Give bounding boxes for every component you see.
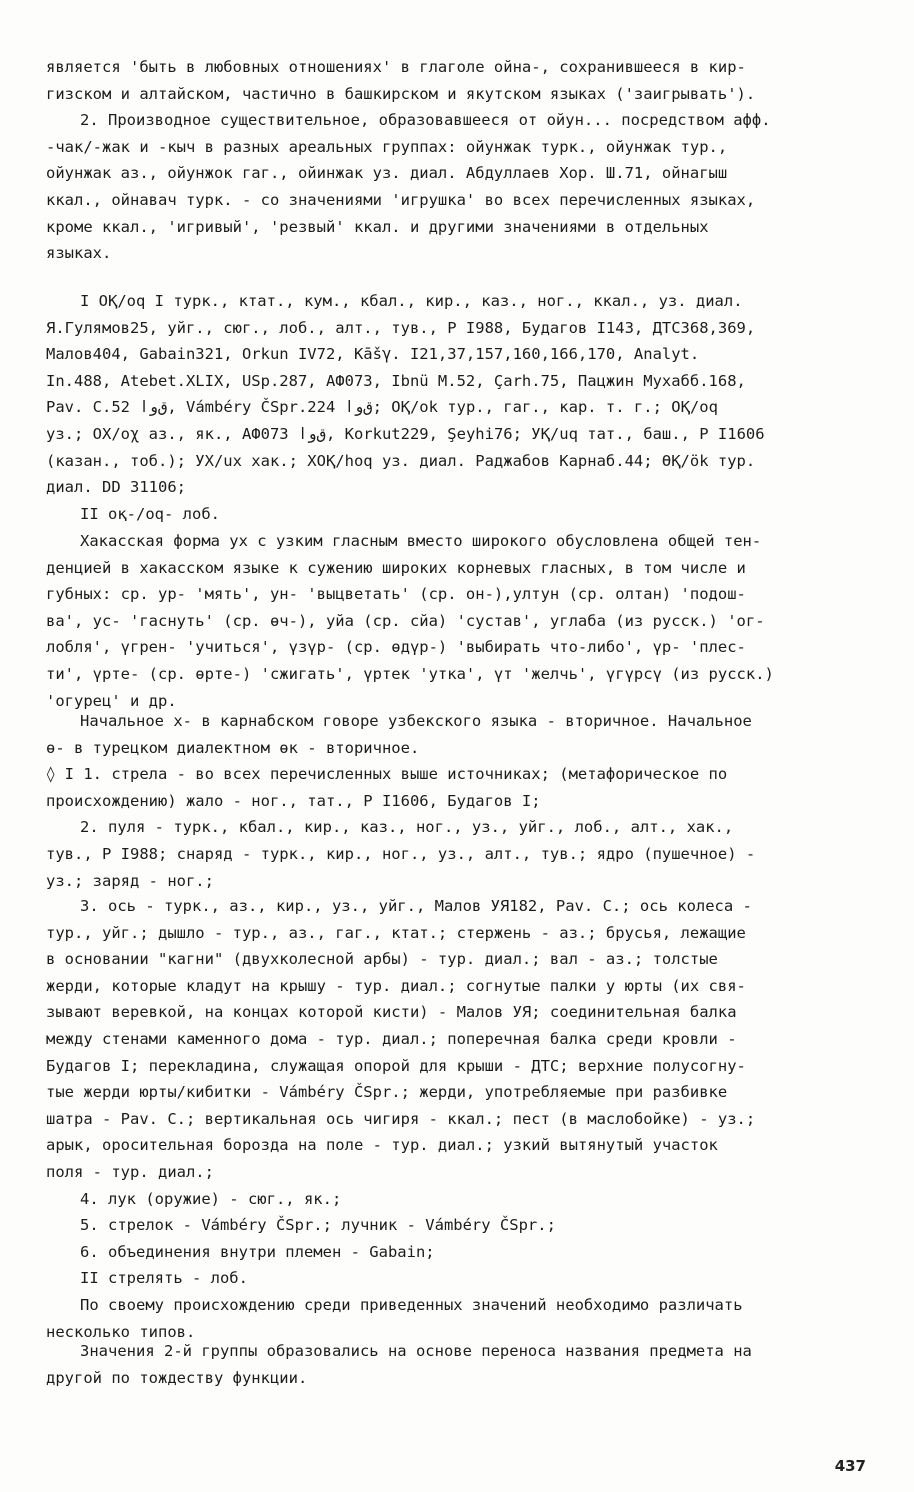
text-line: II оқ-/oq- лоб. <box>80 504 220 523</box>
text-line: Значения 2-й группы образовались на основе переноса названия предмета на <box>80 1342 752 1360</box>
text-line: ккал., ойнавач турк. - со значениями 'игрушка' во всех перечисленных языках, <box>46 190 756 209</box>
text-line: 6. объединения внутри племен - Gabain; <box>80 1242 435 1261</box>
text-line: (казан., тоб.); УХ/uх хак.; ХОҚ/hoq уз. диал. Раджабов Карнаб.44; ӨҚ/ök тур. <box>46 451 756 470</box>
text-line: Будагов I; перекладина, служащая опорой для крыши - ДТС; верхние полусогну- <box>46 1056 746 1075</box>
text-line: In.488, Atebet.XLIX, USp.287, АФ073, Ibnü M.52, Çarh.75, Пацжин Мухабб.168, <box>46 371 746 390</box>
paragraph-intro <box>46 54 876 267</box>
text-line: происхождению) жало - ног., тат., Р I1606, Будагов I; <box>46 791 541 810</box>
paragraph-axis-meanings <box>46 893 876 1345</box>
text-line: лобля', үгрен- 'учиться', үзүр- (ср. өдүр-) 'выбирать что-либо', үр- 'плес- <box>46 638 746 657</box>
text-line: губных: ср. ур- 'мять', ун- 'выцветать' (ср. он-),ултун (ср. олтан) 'подош- <box>46 585 746 604</box>
text-line: языках. <box>46 244 112 263</box>
text-line: По своему происхождению среди приведенных значений необходимо различать <box>80 1295 743 1314</box>
text-line: ◊ I 1. стрела - во всех перечисленных выше источниках; (метафорическое по <box>46 765 728 784</box>
text-line: 4. лук (оружие) - сюг., як.; <box>80 1189 342 1208</box>
text-line: Pav. C.52 ﻕﻭﺍ, Vámbéry ČSpr.224 ﻕﻭﺍ; ОҚ/ok тур., гаг., кар. т. г.; ОҚ/oq <box>46 398 718 417</box>
text-line: Малов404, Gabain321, Orkun IV72, Kāšγ. I21,37,157,160,166,170, Analyt. <box>46 345 700 364</box>
text-line: уз.; ОХ/oχ аз., як., АФ073 ﻕﻭﺍ, Korkut229, Şeyhi76; УҚ/uq тат., баш., Р I1606 <box>46 424 765 443</box>
text-line: 3. ось - турк., аз., кир., уз., уйг., Малов УЯ182, Pav. C.; ось колеса - <box>80 897 752 915</box>
text-line: тые жерди юрты/кибитки - Vámbéry ČSpr.; жерди, употребляемые при разбивке <box>46 1083 728 1102</box>
paragraph-khakas <box>46 528 876 714</box>
text-line: уз.; заряд - ног.; <box>46 871 214 890</box>
page-number: 437 <box>834 1457 866 1475</box>
text-line: диал. DD 31106; <box>46 478 186 497</box>
text-line: II стрелять - лоб. <box>80 1269 248 1288</box>
text-line: несколько типов. <box>46 1322 196 1341</box>
text-line: ва', ус- 'гаснуть' (ср. өч-), уйа (ср. сйа) 'сустав', углаба (из русск.) 'ог- <box>46 611 765 630</box>
text-line: денцией в хакасском языке к сужению широких корневых гласных, в том числе и <box>46 558 746 577</box>
text-line: шатра - Pav. C.; вертикальная ось чигиря - ккал.; пест (в маслобойке) - уз.; <box>46 1109 756 1128</box>
text-line: между стенами каменного дома - тур. диал.; поперечная балка среди кровли - <box>46 1029 737 1048</box>
text-line: тув., Р I988; снаряд - турк., кир., ног., уз., алт., тув.; ядро (пушечное) - <box>46 844 756 863</box>
text-line: -чак/-жак и -кыч в разных ареальных группах: ойунжак турк., ойунжак тур., <box>46 137 728 156</box>
text-line: I ОҚ/oq I турк., ктат., кум., кбал., кир., каз., ног., ккал., уз. диал. <box>80 292 743 310</box>
text-line: гизском и алтайском, частично в башкирском и якутском языках ('заигрывать'). <box>46 84 756 103</box>
text-line: поля - тур. диал.; <box>46 1162 214 1181</box>
text-line: тур., уйг.; дышло - тур., аз., гаг., ктат.; стержень - аз.; брусья, лежащие <box>46 923 746 942</box>
text-line: является 'быть в любовных отношениях' в глаголе ойна-, сохранившееся в кир- <box>46 58 746 76</box>
text-line: Начальное х- в карнабском говоре узбекского языка - вторичное. Начальное <box>80 712 752 730</box>
text-line: жерди, которые кладут на крышу - тур. диал.; согнутые палки у юрты (их свя- <box>46 976 746 995</box>
text-line: 2. пуля - турк., кбал., кир., каз., ног., уз., уйг., лоб., алт., хак., <box>80 818 734 837</box>
paragraph-conclusion <box>46 1338 876 1391</box>
text-line: 2. Производное существительное, образовавшееся от ойун... посредством афф. <box>80 111 771 130</box>
paragraph-meanings <box>46 708 876 894</box>
text-line: ти', үрте- (ср. өрте-) 'сжигать', үртек 'утка', үт 'желчь', үгүрсү (из русск.) <box>46 664 774 683</box>
text-line: ойунжак аз., ойунжок гаг., ойинжак уз. диал. Абдуллаев Хор. Ш.71, ойнагыш <box>46 164 728 183</box>
text-line: другой по тождеству функции. <box>46 1368 308 1387</box>
text-line: арык, оросительная борозда на поле - тур. диал.; узкий вытянутый участок <box>46 1136 718 1155</box>
text-line: 5. стрелок - Vámbéry ČSpr.; лучник - Vámbéry ČSpr.; <box>80 1216 556 1235</box>
text-line: Хакасская форма ух с узким гласным вместо широкого обусловлена общей тен- <box>80 532 762 550</box>
text-line: зывают веревкой, на концах которой кисти) - Малов УЯ; соединительная балка <box>46 1003 737 1022</box>
entry-header <box>46 288 876 527</box>
text-line: в основании "кагни" (двухколесной арбы) - тур. диал.; вал - аз.; толстые <box>46 950 718 969</box>
text-line: Я.Гулямов25, уйг., сюг., лоб., алт., тув., Р I988, Будагов I143, ДТС368,369, <box>46 318 756 337</box>
text-line: 'огурец' и др. <box>46 691 177 710</box>
text-line: кроме ккал., 'игривый', 'резвый' ккал. и другими значениями в отдельных <box>46 217 709 236</box>
text-line: ө- в турецком диалектном өк - вторичное. <box>46 738 420 757</box>
